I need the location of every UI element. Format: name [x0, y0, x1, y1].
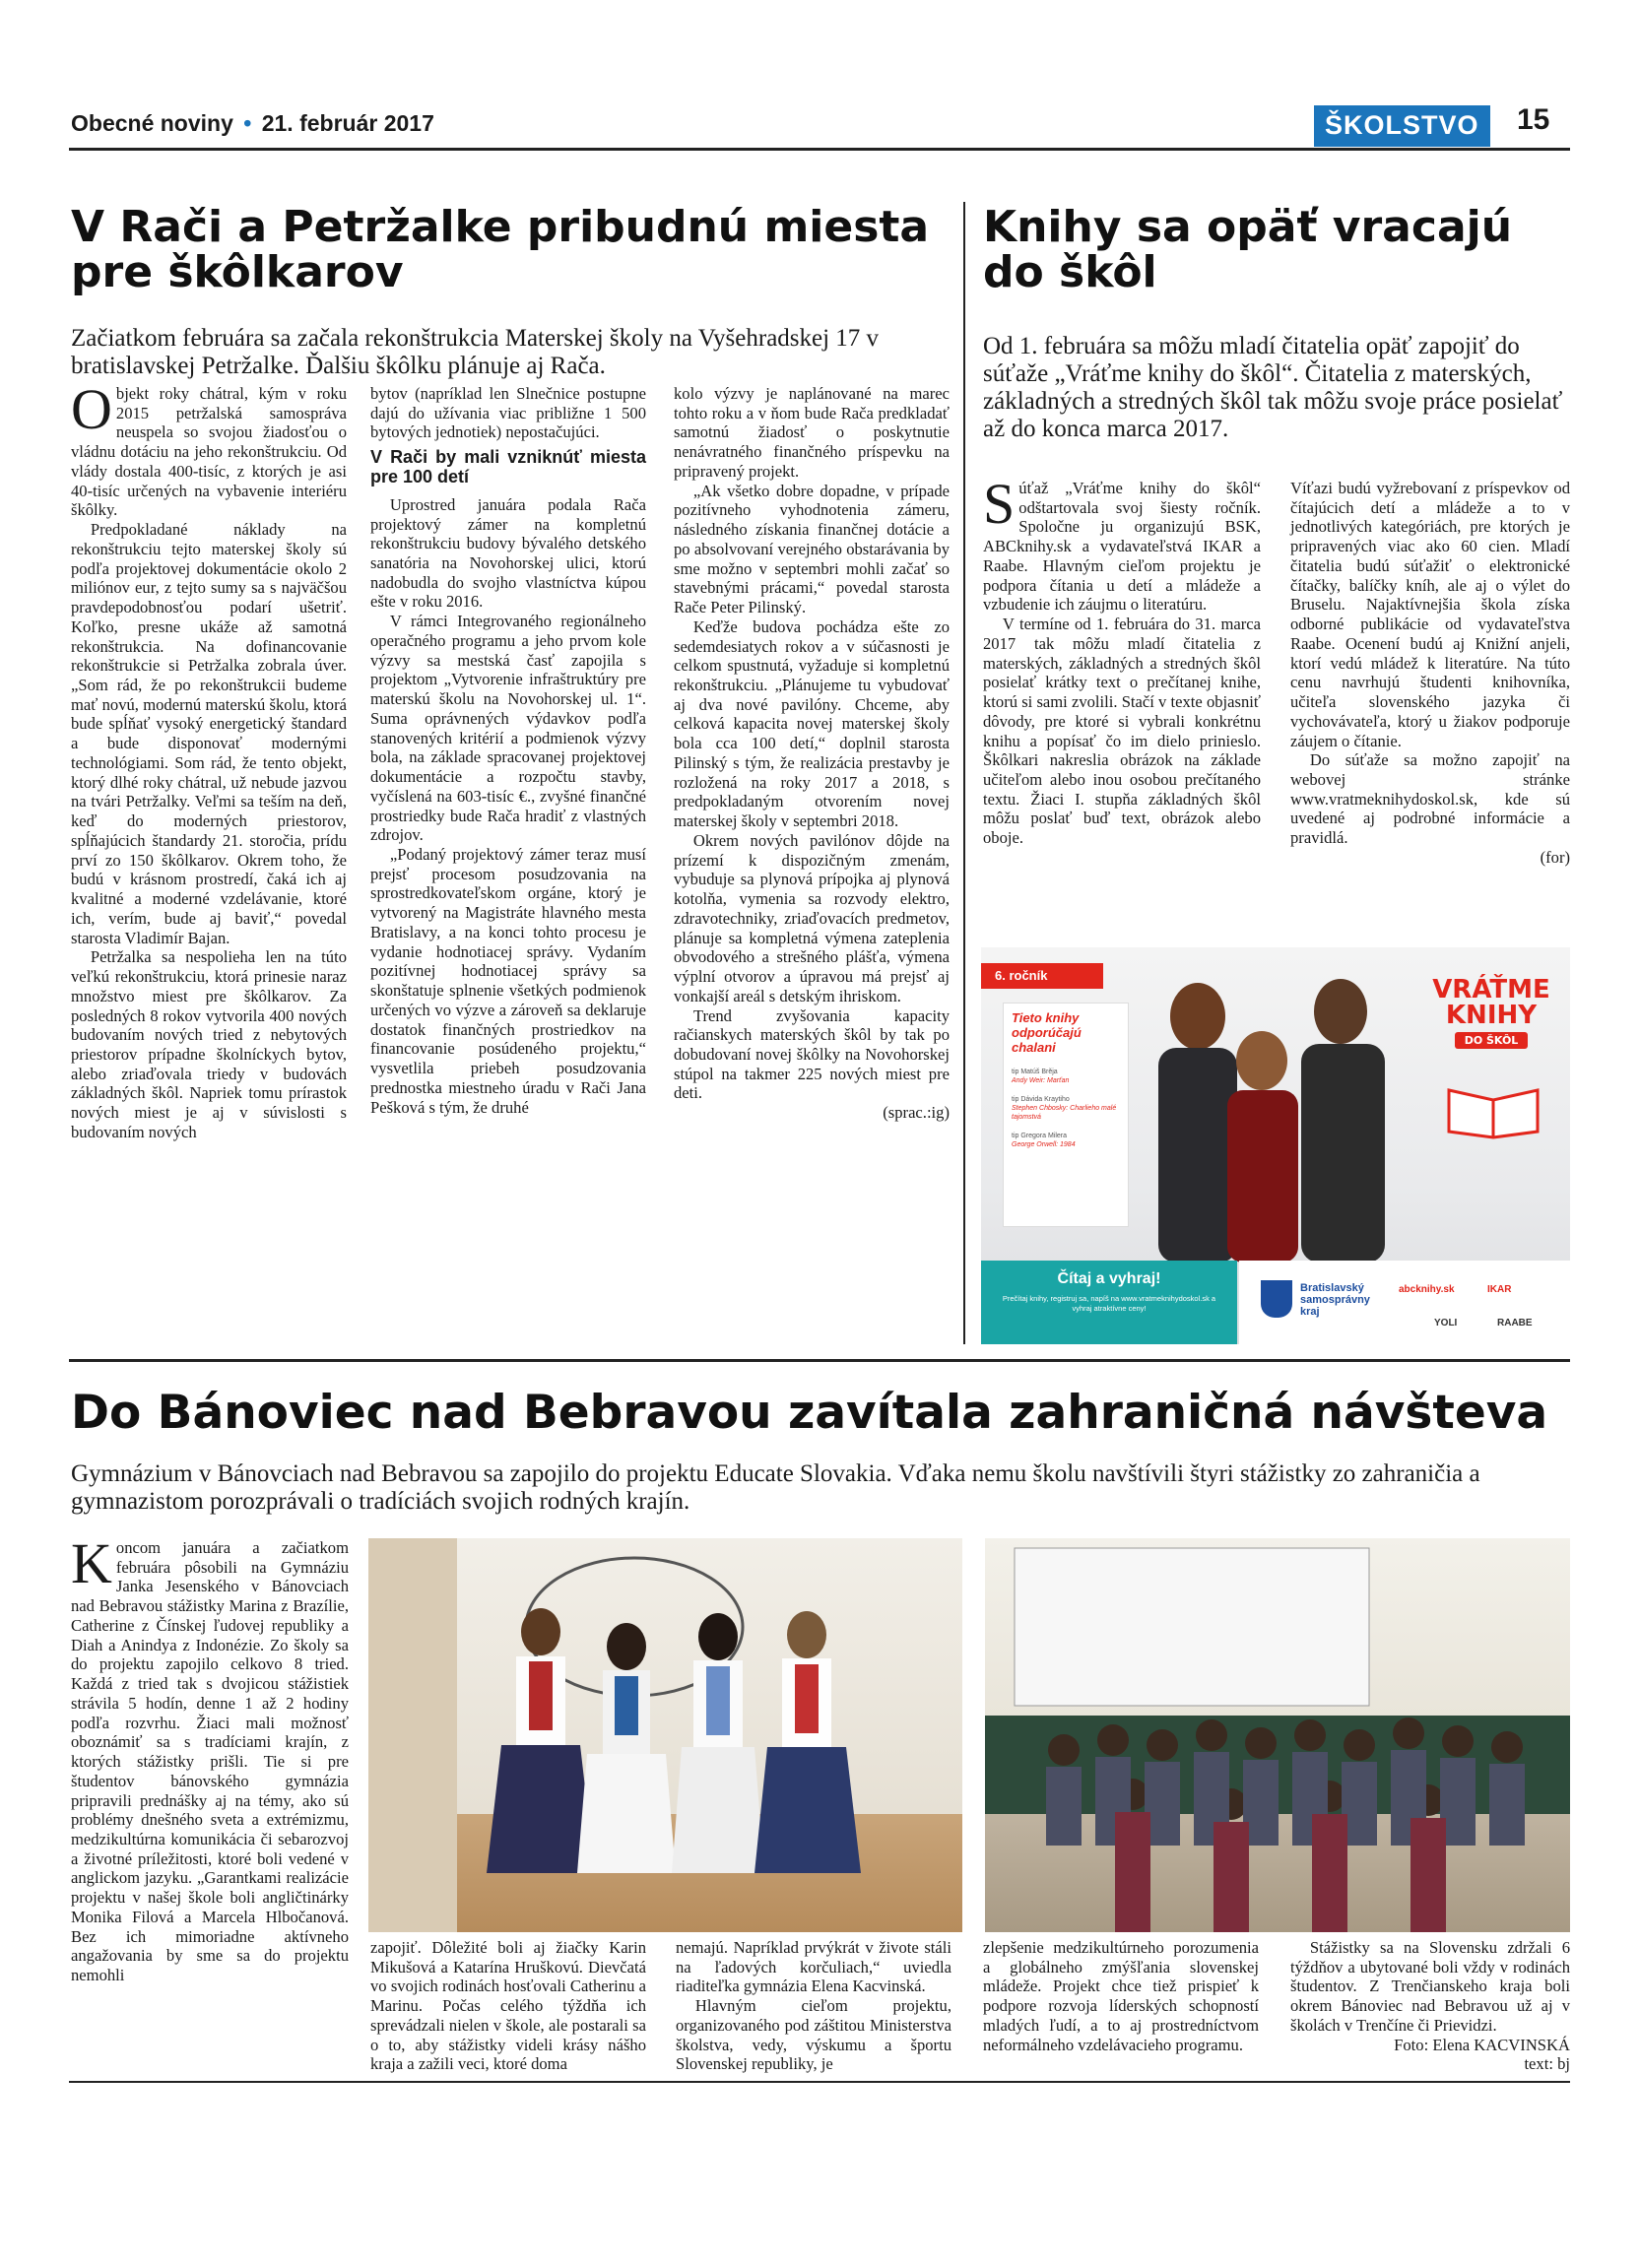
article2-title: Knihy sa opäť vracajú do škôl [983, 202, 1513, 298]
section-badge: ŠKOLSTVO [1314, 105, 1490, 147]
article2-col2: Víťazi budú vyžrebovaní z príspevkov od čítajúcich detí a mládeže a to v jednotlivých kategóriách, pre ktorých je pripravených viac ako 60 cien. Mladí čitatelia budú súťažiť o elektronické čítačky, balíčky kníh, ale aj o výlet do Bruselu. Najaktívnejšia škola získa odborné publikácie od vydavateľstva Raabe. Ocenení budú aj Knižní anjeli, ktorí vedú mládež k literatúre. Na túto cenu navrhujú študenti knihovníka, učiteľa slovenského jazyka či vychovávateľa, ktorý u žiakov podporuje záujem o čítanie. Do súťaže sa možno zapojiť na webovej stránke www.vratmeknihydoskol.sk, kde sú uvedené aj podrobné informácie a pravidlá. (for) [1290, 479, 1570, 867]
article3-col3: nemajú. Napríklad prvýkrát v živote stáli na ľadových korčuliach,“ uviedla riaditeľka gymnázia Elena Kacvinská. Hlavným cieľom projektu, organizovaného pod záštitou Ministerstva školstva, vedy, výskumu a športu Slovenskej republiky, je [676, 1938, 951, 2074]
article3-col4: zlepšenie medzikultúrneho porozumenia a globálneho zmýšľania slovenskej mládeže. Projekt chce tiež prispieť k podpore rozvoja líderských schopností mladých ľudí, a to aj prostredníctvom neformálneho vzdelávacieho programu. [983, 1938, 1259, 2054]
campaign-poster [981, 947, 1570, 1344]
text-credit: text: bj [1524, 2054, 1570, 2074]
dropcap: S [983, 472, 1016, 536]
bsk-shield-icon [1261, 1280, 1292, 1318]
poster-badge: 6. ročník [981, 963, 1103, 989]
photo-credit: Foto: Elena KACVINSKÁ [1394, 2035, 1570, 2054]
section-rule [69, 1359, 1570, 1362]
article2-lead: Od 1. februára sa môžu mladí čitatelia opäť zapojiť do súťaže „Vráťme knihy do škôl“. Čitatelia z materských, základných a stredných škôl tak môžu svoje práce posielať až do konca marca 2017. [983, 333, 1563, 442]
poster-cta: Čítaj a vyhraj! Prečítaj knihy, registruj sa, napíš na www.vratmeknihydoskol.sk a vyhraj atraktívne ceny! [981, 1261, 1237, 1344]
article1-col3: kolo výzvy je naplánované na marec tohto roku a v ňom bude Rača predkladať samotnú žiadosť o poskytnutie nenávratného finančného príspevku na pripravený projekt. „Ak všetko dobre dopadne, v prípade pozitívneho vyhodnotenia zámeru, následného získania finančnej dotácie a po absolvovaní verejného obstarávania by sme možno v septembri mohli začať so stavebnými prácami,“ povedal starosta Rače Peter Pilinský. Keďže budova pochádza ešte zo sedemdesiatych rokov a v súčasnosti je celkom spustnutá, vyžaduje si kompletnú rekonštrukciu. „Plánujeme tu vybudovať aj dva nové pavilóny. Chceme, aby celková kapacita novej materskej školy bola cca 100 detí,“ doplnil starosta Pilinský s tým, že realizácia prestavby je rozložená na roky 2017 a 2018, s predpokladaným otvorením novej materskej školy v septembri 2018. Okrem nových pavilónov dôjde na prízemí k dispozičným zmenám, vybuduje sa plynová prípojka aj plynová kotolňa, vymenia sa rozvody elektro, zdravotechniky, zriaďovacích predmetov, plánuje sa kompletná výmena zateplenia obvodového a strešného plášťa, výmena výplní otvorov a úpravou má prejsť aj vonkajší areál s detským ihriskom. Trend zvyšovania kapacity račianskych materských škôl by tak po dobudovaní novej škôlky na Novohorskej stúpol na takmer 225 nových miest pre deti. (sprac.:ig) [674, 384, 950, 1123]
bullet: • [243, 110, 252, 136]
article1-title: V Rači a Petržalke pribudnú miesta pre škôlkarov [71, 202, 930, 298]
article1-lead: Začiatkom februára sa začala rekonštrukcia Materskej školy na Vyšehradskej 17 v bratislavskej Petržalke. Ďalšiu škôlku plánuje aj Rača. [71, 325, 880, 379]
issue-date: 21. február 2017 [261, 110, 434, 136]
poster-card: Tieto knihy odporúčajú chalani tip Matúš Brěja Andy Weir: Marťan tip Dávida Kraytiho Stephen Chbosky: Charlieho malé tajomstvá tip Gregora Milera George Orwell: 1984 [1003, 1003, 1129, 1227]
header-rule [69, 148, 1570, 151]
masthead-paper: Obecné noviny • 21. február 2017 [71, 110, 434, 136]
article1-col2: bytov (napríklad len Slnečnice postupne dajú do užívania viac približne 1 500 bytových jednotiek) nepostačujúci. V Rači by mali vzniknúť miesta pre 100 detí Uprostred januára podala Rača projektový zámer na kompletnú rekonštrukciu budovy bývalého detského sanatória na Novohorskej ulici, ktorú nadobudla do svojho vlastníctva kúpou ešte v roku 2016. V rámci Integrovaného regionálneho operačného programu a jeho prvom kole výzvy sa mestská časť zapojila s projektom „Vytvorenie infraštruktúry pre materskú školu na Novohorskej ul. 1“. Suma oprávnených výdavkov podľa stanovených kritérií a podmienok výzvy bola, na základe spracovanej projektovej dokumentácie a rozpočtu stavby, vyčíslená na 603-tisíc €., zvyšné finančné prostriedky bude Rača hradiť z vlastných zdrojov. „Podaný projektový zámer teraz musí prejsť procesom posudzovania na sprostredkovateľskom orgáne, ktorý je vytvorený na Magistráte hlavného mesta Bratislavy, a na konci tohto procesu je vydanie hodnotiacej správy. Vydaním pozitívnej hodnotiacej správy sa skonštatuje splnenie všetkých podmienok určených vo výzve a zároveň sa deklaruje dostatok finančných prostriedkov na financovanie posúdeného projektu,“ vysvetlila priebeh posudzovania prednostka miestneho úradu v Rači Jana Pešková s tým, že druhé [370, 384, 646, 1117]
article3-title: Do Bánoviec nad Bebravou zavítala zahraničná návšteva [71, 1386, 1548, 1440]
poster-partners: Bratislavský samosprávny kraj abcknihy.sk IKAR YOLI RAABE [1239, 1261, 1570, 1344]
article3-lead: Gymnázium v Bánovciach nad Bebravou sa zapojilo do projektu Educate Slovakia. Vďaka nemu školu navštívili štyri stážistky zo zahraničia a gymnazistom porozprávali o tradíciách svojich rodných krajín. [71, 1460, 1480, 1515]
article1-subhead: V Rači by mali vzniknúť miesta pre 100 detí [370, 447, 646, 486]
poster-brand: VRÁŤME KNIHY DO ŠKÔL [1432, 975, 1550, 1047]
signature: (for) [1540, 847, 1570, 867]
poster-card-title: Tieto knihy odporúčajú chalani [1012, 1010, 1082, 1055]
photo-classroom-group [985, 1538, 1570, 1932]
article1-col1: O bjekt roky chátral, kým v roku 2015 petržalská samospráva neuspela so svojou žiadosťou o vládnu dotáciu na jeho rekonštrukciu. Od vlády dostala 400-tisíc, z ktorých je asi 40-tisíc určených na vybavenie interiéru škôlky. Predpokladané náklady na rekonštrukciu tejto materskej školy sú podľa projektovej dokumentácie okolo 2 miliónov eur, z tejto sumy sa s najväčšou pravdepodobnosťou podarí ušetriť. Koľko, presne ukáže až samotná rekonštrukcia. Na dofinancovanie rekonštrukcie si Petržalka zobrala úver.„Som rád, že po rekonštrukcii budeme mať novú, modernú materskú školu, ktorá bude spĺňať vysoký energetický štandard a bude disponovať modernými technológiami. Som rád, že tento objekt, ktorý dlhé roky chátral, už nebude jazvou na tvári Petržalky. Veľmi sa teším na deň, keď do moderných priestorov, spĺňajúcich štandardy 21. storočia, prídu prví zo 150 škôlkarov. Okrem toho, že budú v krásnom prostredí, čaká ich aj kvalitné a moderné vzdelávanie, ktoré ich, verím, bude aj baviť,“ povedal starosta Vladimír Bajan. Petržalka sa nespolieha len na túto veľkú rekonštrukciu, ktorá prinesie naraz množstvo miest pre škôlkarov. Za posledných 8 rokov vytvorila 400 nových budovaním nových tried z nebytových priestorov prípadne školníckych bytov, alebo zriaďovala triedy v budovách základných škôl. Napriek tomu prírastok nových miest je aj v súvislosti s budovaním nových [71, 377, 347, 1141]
classroom-group-illustration [985, 1538, 1570, 1932]
column-divider [963, 202, 965, 1344]
poster-photo-boys [1119, 967, 1414, 1263]
dropcap: O [71, 377, 112, 441]
folk-costumes-illustration [368, 1538, 962, 1932]
article3-col5: Stážistky sa na Slovensku zdržali 6 týždňov a ubytované boli vždy v rodinách študentov. Z Trenčianskeho kraja boli okrem Bánoviec nad Bebravou už aj v školách v Trenčíne či Prievidzi. Foto: Elena KACVINSKÁ text: bj [1290, 1938, 1570, 2074]
article3-col2: zapojiť. Dôležité boli aj žiačky Karin Mikušová a Katarína Hruškovú. Dievčatá vo svojich rodinách hosťovali Catherinu a Marinu. Počas celého týždňa ich sprevádzali nielen v škole, ale postarali sa o to, aby stážistky videli krásy nášho kraja a zažili veci, ktoré doma [370, 1938, 646, 2074]
dropcap: K [71, 1531, 112, 1595]
photo-folk-costumes [368, 1538, 962, 1932]
article2-col1: S úťaž „Vráťme knihy do škôl“ odštartovala svoj šiesty ročník. Spoločne ju organizujú BSK, ABCknihy.sk a vydavateľstvá IKAR a Raabe. Hlavným cieľom projektu je podpora čítania u detí a mládeže a vzbudenie ich záujmu o literatúru. V termíne od 1. februára do 31. marca 2017 tak môžu mladí čitatelia z materských, základných a stredných škôl posielať krátky text o prečítanej knihe, ktorú si sami zvolili. Stačí v texte objasniť dôvody, pre ktoré si vybrali konkrétnu knihu a popísať čo im dielo prinieslo. Škôlkari nakreslia obrázok na základe učiteľom alebo inou osobou prečítaného textu. Žiaci I. stupňa základných škôl môžu poslať buď text, obrázok alebo oboje. [983, 472, 1261, 848]
signature: (sprac.:ig) [883, 1103, 950, 1123]
book-icon [1444, 1080, 1542, 1139]
footer-rule [69, 2081, 1570, 2083]
article3-col1: K oncom januára a začiatkom februára pôsobili na Gymnáziu Janka Jesenského v Bánovciach nad Bebravou stážistky Marina z Brazílie, Catherine z Čínskej ľudovej republiky a Diah a Anindya z Indonézie. Zo školy sa do projektu zapojilo celkovo 8 tried. Každá z tried tak s dvojicou stážistiek strávila 5 hodín, denne 1 až 2 hodiny podľa rozvrhu. Žiaci mali možnosť oboznámiť sa s tradíciami krajín, z ktorých stážistky prišli. Tie si pre študentov bánovského gymnázia pripravili prednášky aj na témy, ako sú problémy dnešného sveta a extrémizmu, medzikultúrna komunikácia či sebarozvoj a životné príležitosti, ktoré boli vedené v anglickom jazyku. „Garantkami realizácie projektu v našej škole boli angličtinárky Monika Filová a Marcela Hlbočanová. Bez ich mimoriadne aktívneho angažovania by sme sa do projektu nemohli [71, 1531, 349, 1985]
page-number: 15 [1517, 103, 1550, 136]
